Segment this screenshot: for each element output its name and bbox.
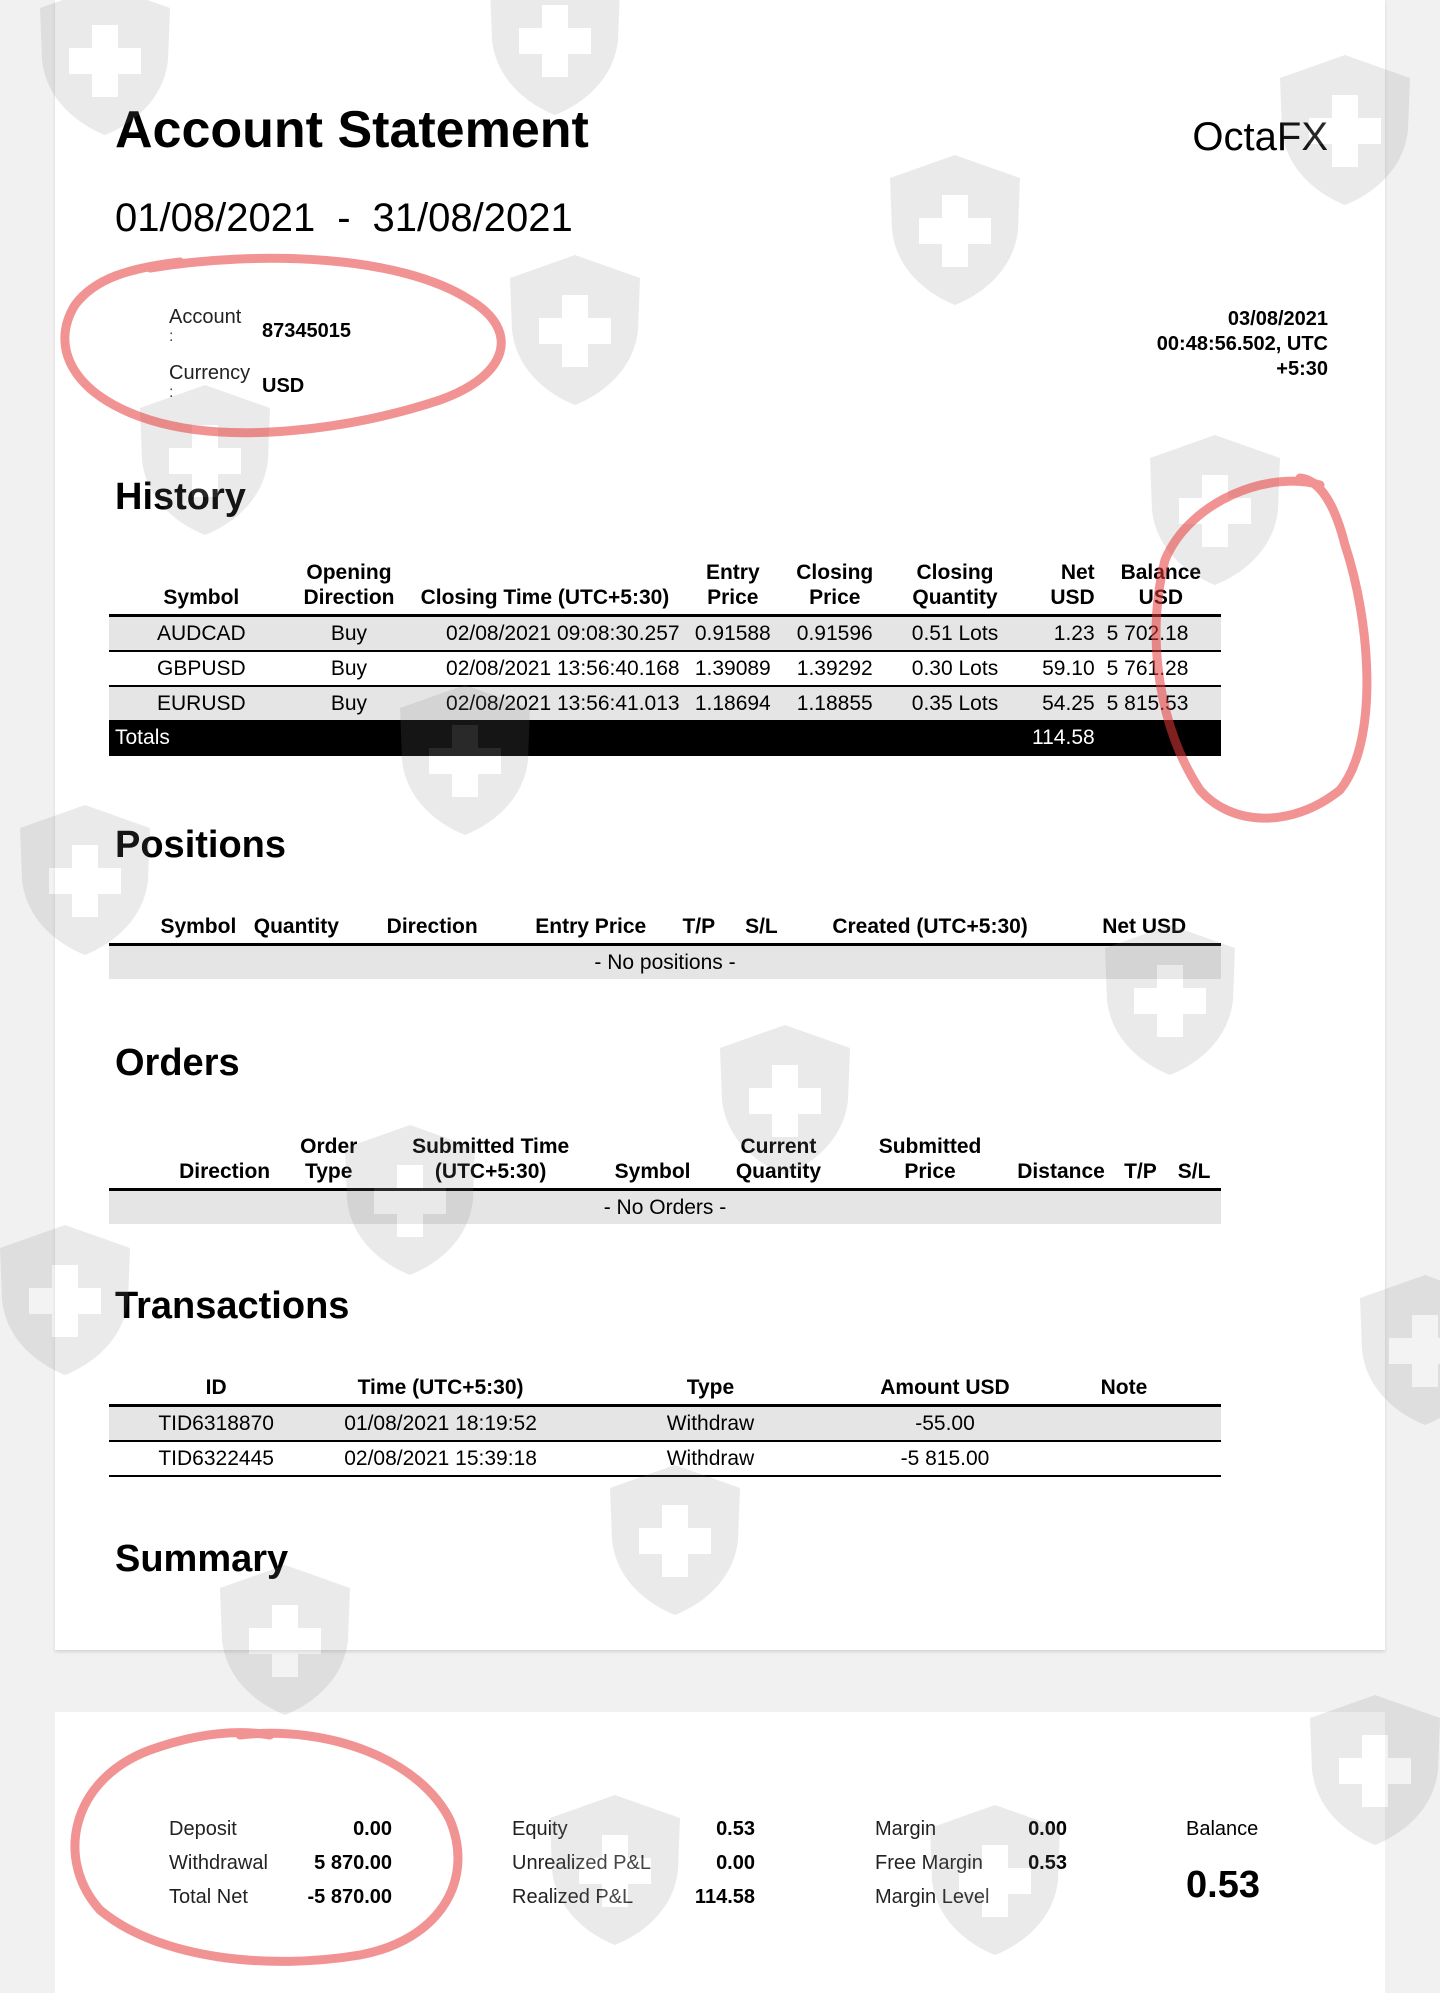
cell-closing-time: 02/08/2021 13:56:41.013 [404, 686, 685, 720]
col-tp: T/P [668, 914, 731, 945]
currency-label-block [169, 362, 250, 402]
cell-note [1027, 1441, 1221, 1476]
history-heading: History [115, 476, 246, 518]
col-created: Created (UTC+5:30) [793, 914, 1068, 945]
history-table [109, 560, 1221, 756]
cell-net: 1.23 [1021, 616, 1101, 652]
col-entry-price: Entry Price [514, 914, 668, 945]
summary-heading: Summary [115, 1538, 289, 1580]
cell-quantity: 0.51 Lots [890, 616, 1021, 652]
col-submitted-time: Submitted Time (UTC+5:30) [381, 1134, 600, 1190]
col-quantity: Quantity [242, 914, 350, 945]
orders-header-row [109, 1134, 1221, 1190]
account-number: 87345015 [262, 320, 351, 342]
totals-row [109, 720, 1221, 756]
col-direction: Direction [109, 1134, 276, 1190]
cell-net: 54.25 [1021, 686, 1101, 720]
cell-id: TID6322445 [109, 1441, 323, 1476]
cell-closing-price: 1.39292 [780, 651, 890, 686]
totals-net: 114.58 [1021, 720, 1101, 756]
cell-amount: -5 815.00 [863, 1441, 1027, 1476]
col-net-usd: Net USD [1021, 560, 1101, 616]
realized-pl-label: Realized P&L [512, 1886, 634, 1908]
col-symbol: Symbol [600, 1134, 705, 1190]
cell-amount: -55.00 [863, 1406, 1027, 1442]
cell-type: Withdraw [558, 1441, 863, 1476]
generated-timestamp [1068, 307, 1328, 382]
col-type: Type [558, 1375, 863, 1406]
equity-label: Equity [512, 1818, 568, 1840]
cell-note [1027, 1406, 1221, 1442]
period-start: 01/08/2021 [115, 196, 316, 240]
cell-entry-price: 1.39089 [686, 651, 780, 686]
cell-entry-price: 0.91588 [686, 616, 780, 652]
col-closing-quantity: Closing Quantity [890, 560, 1021, 616]
positions-header-row [109, 914, 1221, 945]
orders-table [109, 1134, 1221, 1224]
cell-balance: 5 815.53 [1101, 686, 1221, 720]
period-separator: - [337, 196, 351, 240]
page-title: Account Statement [115, 101, 589, 159]
no-positions-message: - No positions - [109, 945, 1221, 980]
balance-label: Balance [1186, 1818, 1259, 1840]
orders-heading: Orders [115, 1042, 240, 1084]
generated-timezone: +5:30 [1276, 358, 1328, 380]
unrealized-pl-label: Unrealized P&L [512, 1852, 651, 1874]
cell-symbol: EURUSD [109, 686, 294, 720]
col-symbol: Symbol [109, 560, 294, 616]
deposit-label: Deposit [169, 1818, 237, 1840]
cell-net: 59.10 [1021, 651, 1101, 686]
cell-entry-price: 1.18694 [686, 686, 780, 720]
col-id: ID [109, 1375, 323, 1406]
cell-symbol: AUDCAD [109, 616, 294, 652]
col-direction: Direction [350, 914, 514, 945]
realized-pl-value: 114.58 [694, 1886, 755, 1908]
account-label: Account [169, 306, 242, 328]
balance-value: 0.53 [1186, 1864, 1260, 1906]
currency-value: USD [262, 375, 305, 397]
cell-direction: Buy [294, 651, 405, 686]
unrealized-pl-value: 0.00 [716, 1852, 755, 1874]
cell-id: TID6318870 [109, 1406, 323, 1442]
cell-time: 02/08/2021 15:39:18 [323, 1441, 558, 1476]
col-distance: Distance [1008, 1134, 1113, 1190]
col-submitted-price: Submitted Price [852, 1134, 1009, 1190]
cell-quantity: 0.30 Lots [890, 651, 1021, 686]
currency-label: Currency [169, 362, 251, 384]
free-margin-value: 0.53 [1028, 1852, 1067, 1874]
col-balance-usd: Balance USD [1101, 560, 1221, 616]
cell-closing-price: 0.91596 [780, 616, 890, 652]
generated-time: 00:48:56.502, UTC [1156, 333, 1328, 355]
cell-direction: Buy [294, 686, 405, 720]
cell-closing-time: 02/08/2021 09:08:30.257 [404, 616, 685, 652]
cell-type: Withdraw [558, 1406, 863, 1442]
col-net-usd: Net USD [1067, 914, 1221, 945]
deposit-value: 0.00 [353, 1818, 392, 1840]
empty-row [109, 945, 1221, 980]
withdrawal-value: 5 870.00 [314, 1852, 392, 1874]
period-end: 31/08/2021 [372, 196, 573, 240]
history-header-row [109, 560, 1221, 616]
table-row [109, 616, 1221, 652]
no-orders-message: - No Orders - [109, 1190, 1221, 1225]
cell-balance: 5 702.18 [1101, 616, 1221, 652]
cell-direction: Buy [294, 616, 405, 652]
account-label-block [169, 306, 241, 346]
currency-colon: : [169, 384, 174, 401]
margin-label: Margin [875, 1818, 937, 1840]
cell-quantity: 0.35 Lots [890, 686, 1021, 720]
table-row [109, 1441, 1221, 1476]
col-tp: T/P [1114, 1134, 1168, 1190]
free-margin-label: Free Margin [875, 1852, 983, 1874]
total-net-value: -5 870.00 [307, 1886, 392, 1908]
col-closing-time: Closing Time (UTC+5:30) [404, 560, 685, 616]
margin-level-label: Margin Level [875, 1886, 990, 1908]
margin-value: 0.00 [1028, 1818, 1067, 1840]
positions-table [109, 914, 1221, 979]
cell-time: 01/08/2021 18:19:52 [323, 1406, 558, 1442]
col-order-type: Order Type [276, 1134, 381, 1190]
col-time: Time (UTC+5:30) [323, 1375, 558, 1406]
col-note: Note [1027, 1375, 1221, 1406]
col-current-quantity: Current Quantity [705, 1134, 851, 1190]
table-row [109, 1406, 1221, 1442]
cell-closing-price: 1.18855 [780, 686, 890, 720]
totals-label: Totals [109, 720, 294, 756]
table-row [109, 686, 1221, 720]
col-closing-price: Closing Price [780, 560, 890, 616]
total-net-label: Total Net [169, 1886, 248, 1908]
table-row [109, 651, 1221, 686]
transactions-header-row [109, 1375, 1221, 1406]
generated-date: 03/08/2021 [1227, 308, 1328, 330]
withdrawal-label: Withdrawal [169, 1852, 268, 1874]
cell-closing-time: 02/08/2021 13:56:40.168 [404, 651, 685, 686]
account-colon: : [169, 328, 174, 345]
transactions-heading: Transactions [115, 1285, 350, 1327]
cell-symbol: GBPUSD [109, 651, 294, 686]
positions-heading: Positions [115, 824, 287, 866]
transactions-table [109, 1375, 1221, 1477]
statement-period [115, 196, 573, 241]
cell-balance: 5 761.28 [1101, 651, 1221, 686]
col-amount: Amount USD [863, 1375, 1027, 1406]
col-opening-direction: Opening Direction [294, 560, 405, 616]
col-sl: S/L [730, 914, 793, 945]
brand-logo-text: OctaFX [1192, 115, 1328, 159]
empty-row [109, 1190, 1221, 1225]
col-symbol: Symbol [109, 914, 242, 945]
col-entry-price: Entry Price [686, 560, 780, 616]
col-sl: S/L [1167, 1134, 1221, 1190]
equity-value: 0.53 [716, 1818, 755, 1840]
